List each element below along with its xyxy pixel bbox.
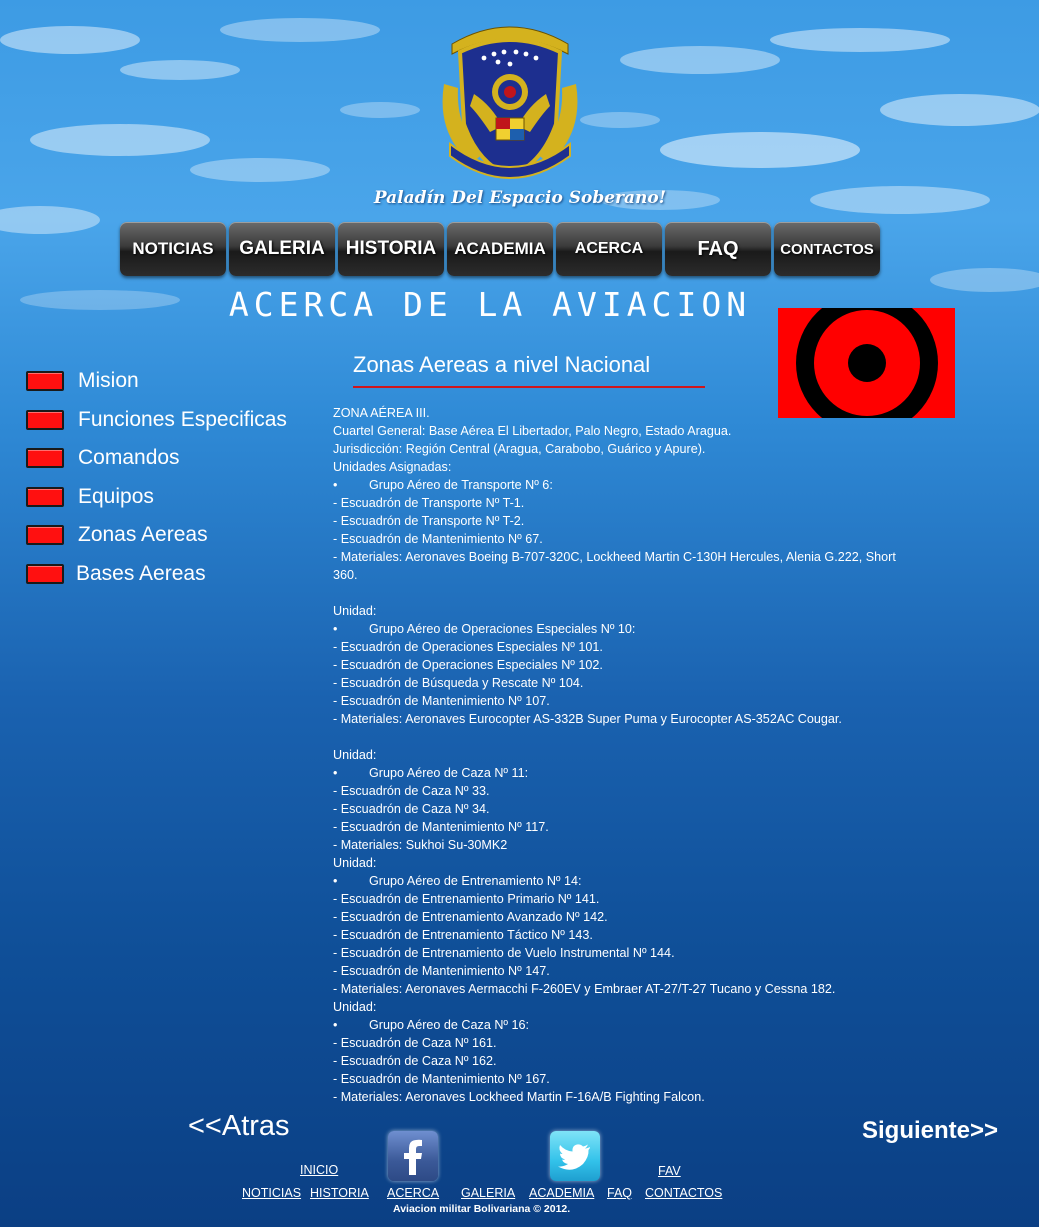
content-line: - Escuadrón de Mantenimiento Nº 107. (333, 694, 550, 708)
content-line: - Escuadrón de Entrenamiento Avanzado Nº 142. (333, 910, 608, 924)
content-line: Unidades Asignadas: (333, 460, 452, 474)
content-line: - Escuadrón de Operaciones Especiales Nº 102. (333, 658, 603, 672)
content-bullet-line (333, 872, 998, 890)
content-line: - Escuadrón de Mantenimiento Nº 67. (333, 532, 543, 546)
sidebar-item-equipos[interactable] (26, 482, 154, 512)
footer-acerca-link[interactable]: ACERCA (387, 1186, 440, 1200)
content-bullet-line (333, 764, 998, 782)
content-line: - Materiales: Sukhoi Su-30MK2 (333, 838, 508, 852)
content-line: - Escuadrón de Caza Nº 34. (333, 802, 490, 816)
crest-emblem (432, 14, 588, 190)
sidebar-item-label: Zonas Aereas (78, 523, 208, 546)
page-title: ACERCA DE LA AVIACION (228, 285, 752, 324)
roundel-image (778, 308, 955, 418)
footer-noticias-link[interactable]: NOTICIAS (242, 1186, 302, 1200)
footer-historia-link[interactable]: HISTORIA (310, 1186, 369, 1200)
bullet-icon: • (333, 874, 338, 888)
content-line: - Escuadrón de Búsqueda y Rescate Nº 104. (333, 676, 584, 690)
content-bullet-line (333, 476, 998, 494)
sidebar-item-zonas-aereas[interactable] (26, 520, 208, 550)
sidebar-item-label: Equipos (78, 485, 154, 508)
content-line: - Escuadrón de Entrenamiento de Vuelo Instrumental Nº 144. (333, 946, 675, 960)
content-line: ZONA AÉREA III. (333, 406, 430, 420)
back-link[interactable]: <<Atras (188, 1110, 290, 1142)
content-line: 360. (333, 568, 358, 582)
content-line: - Escuadrón de Entrenamiento Primario Nº 141. (333, 892, 600, 906)
sidebar-item-funciones[interactable] (26, 405, 287, 435)
content-line: Unidad: (333, 748, 377, 762)
content-bullet-line (333, 620, 998, 638)
bullet-icon: • (333, 1018, 338, 1032)
sidebar-item-label: Bases Aereas (76, 562, 206, 585)
content-line (333, 728, 998, 746)
content-line: - Escuadrón de Caza Nº 161. (333, 1036, 497, 1050)
red-bullet-icon (26, 448, 64, 468)
content-line: - Escuadrón de Transporte Nº T-1. (333, 496, 525, 510)
bullet-icon: • (333, 766, 338, 780)
sidebar-item-mision[interactable] (26, 366, 139, 396)
red-bullet-icon (26, 371, 64, 391)
bullet-icon: • (333, 622, 338, 636)
red-bullet-icon (26, 487, 64, 507)
sidebar-item-label: Comandos (78, 446, 180, 469)
nav-contactos-button[interactable]: CONTACTOS (774, 222, 880, 276)
content-line: Unidad: (333, 604, 377, 618)
title-underline (353, 386, 705, 388)
nav-faq-button[interactable]: FAQ (665, 222, 771, 276)
content-bullet-text: Grupo Aéreo de Entrenamiento Nº 14: (369, 874, 582, 888)
sidebar-item-label: Funciones Especificas (78, 408, 287, 431)
footer-inicio-link[interactable]: INICIO (300, 1163, 339, 1177)
content-bullet-text: Grupo Aéreo de Caza Nº 11: (369, 766, 529, 780)
content-line: - Escuadrón de Mantenimiento Nº 147. (333, 964, 550, 978)
content-line: Unidad: (333, 1000, 377, 1014)
content-line: - Escuadrón de Caza Nº 162. (333, 1054, 497, 1068)
content-line: - Escuadrón de Mantenimiento Nº 167. (333, 1072, 550, 1086)
content-line: - Materiales: Aeronaves Lockheed Martin F-16A/B Fighting Falcon. (333, 1090, 705, 1104)
footer-galeria-link[interactable]: GALERIA (461, 1186, 516, 1200)
bullet-icon: • (333, 478, 338, 492)
nav-historia-button[interactable]: HISTORIA (338, 222, 444, 276)
content-line: Cuartel General: Base Aérea El Libertador, Palo Negro, Estado Aragua. (333, 424, 732, 438)
sidebar-item-comandos[interactable] (26, 443, 180, 473)
main-nav (120, 222, 882, 278)
red-bullet-icon (26, 564, 64, 584)
content-bullet-text: Grupo Aéreo de Transporte Nº 6: (369, 478, 553, 492)
next-link[interactable]: Siguiente>> (862, 1117, 999, 1144)
nav-galeria-button[interactable]: GALERIA (229, 222, 335, 276)
content-body (333, 404, 998, 1106)
copyright-text: Aviacion militar Bolivariana © 2012. (393, 1203, 571, 1215)
content-bullet-line (333, 1016, 998, 1034)
twitter-icon[interactable] (550, 1131, 600, 1181)
content-line: - Escuadrón de Caza Nº 33. (333, 784, 490, 798)
section-title: Zonas Aereas a nivel Nacional (353, 352, 651, 377)
motto-text: Paladín Del Espacio Soberano! (373, 188, 667, 208)
content-line: - Escuadrón de Operaciones Especiales Nº 101. (333, 640, 603, 654)
content-line: - Materiales: Aeronaves Boeing B-707-320C, Lockheed Martin C-130H Hercules, Alenia G.222, Short (333, 550, 896, 564)
sidebar-item-bases-aereas[interactable] (26, 559, 206, 589)
content-line: - Escuadrón de Mantenimiento Nº 117. (333, 820, 549, 834)
content-line (333, 584, 998, 602)
content-line: Unidad: (333, 856, 377, 870)
footer-contactos-link[interactable]: CONTACTOS (645, 1186, 723, 1200)
footer-fav-link[interactable]: FAV (658, 1164, 681, 1178)
content-line: - Escuadrón de Entrenamiento Táctico Nº 143. (333, 928, 593, 942)
red-bullet-icon (26, 525, 64, 545)
nav-acerca-button[interactable]: ACERCA (556, 222, 662, 276)
footer-faq-link[interactable]: FAQ (607, 1186, 633, 1200)
sidebar-item-label: Mision (78, 369, 139, 392)
nav-academia-button[interactable]: ACADEMIA (447, 222, 553, 276)
content-line: Jurisdicción: Región Central (Aragua, Carabobo, Guárico y Apure). (333, 442, 706, 456)
content-line: - Escuadrón de Transporte Nº T-2. (333, 514, 525, 528)
footer-academia-link[interactable]: ACADEMIA (529, 1186, 595, 1200)
content-bullet-text: Grupo Aéreo de Operaciones Especiales Nº 10: (369, 622, 636, 636)
content-line: - Materiales: Aeronaves Eurocopter AS-332B Super Puma y Eurocopter AS-352AC Cougar. (333, 712, 842, 726)
nav-noticias-button[interactable]: NOTICIAS (120, 222, 226, 276)
facebook-icon[interactable] (388, 1131, 438, 1181)
content-line: - Materiales: Aeronaves Aermacchi F-260EV y Embraer AT-27/T-27 Tucano y Cessna 182. (333, 982, 836, 996)
content-bullet-text: Grupo Aéreo de Caza Nº 16: (369, 1018, 530, 1032)
red-bullet-icon (26, 410, 64, 430)
